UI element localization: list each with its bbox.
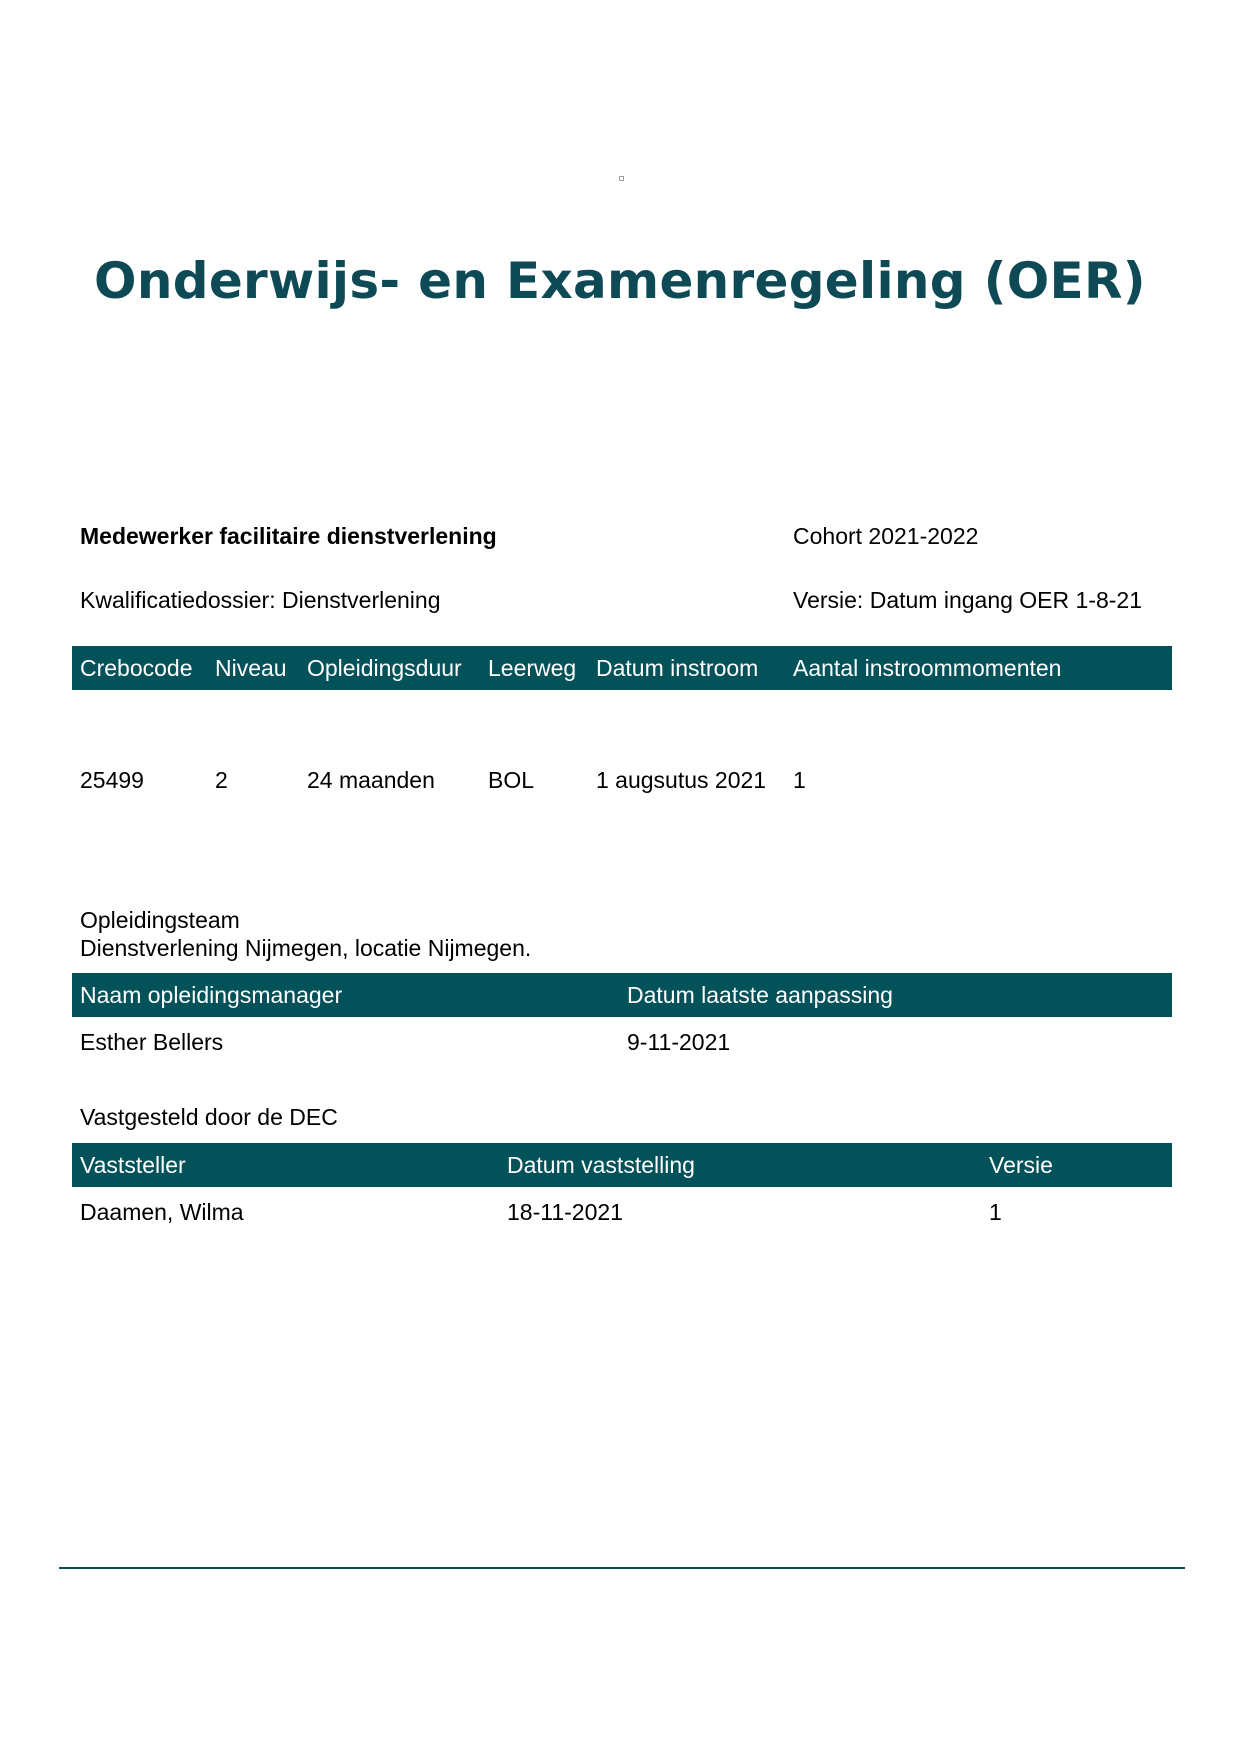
header-crebocode: Crebocode [80,655,193,681]
cell-opleidingsduur: 24 maanden [307,767,435,793]
header-vaststeller: Vaststeller [80,1152,186,1178]
approval-label: Vastgesteld door de DEC [80,1104,338,1130]
header-datum-laatste-aanpassing: Datum laatste aanpassing [627,982,893,1008]
cell-crebocode: 25499 [80,767,144,793]
qualification-dossier: Kwalificatiedossier: Dienstverlening [80,587,441,613]
footer-divider [59,1567,1185,1569]
cell-last-modified: 9-11-2021 [627,1029,731,1055]
header-datum-vaststelling: Datum vaststelling [507,1152,695,1178]
team-label: Opleidingsteam [80,907,240,933]
manager-table-header [72,973,1172,1017]
header-opleidingsduur: Opleidingsduur [307,655,462,681]
cell-vaststeller: Daamen, Wilma [80,1199,244,1225]
header-versie: Versie [989,1152,1053,1178]
cell-leerweg: BOL [488,767,535,793]
header-leerweg: Leerweg [488,655,577,681]
cell-aantal-instroommomenten: 1 [793,767,806,793]
page-title: Onderwijs- en Examenregeling (OER) [94,252,1146,310]
cell-versie: 1 [989,1199,1002,1225]
team-name: Dienstverlening Nijmegen, locatie Nijmegen. [80,935,532,961]
cell-niveau: 2 [215,767,228,793]
approval-table-header [72,1143,1172,1187]
cell-manager-name: Esther Bellers [80,1029,224,1055]
version-label: Versie: Datum ingang OER 1-8-21 [793,587,1143,613]
page-marker [619,176,624,181]
cell-datum-instroom: 1 augsutus 2021 [596,767,767,793]
program-name: Medewerker facilitaire dienstverlening [80,523,497,549]
program-table-header [72,646,1172,690]
header-naam-opleidingsmanager: Naam opleidingsmanager [80,982,343,1008]
header-datum-instroom: Datum instroom [596,655,759,681]
header-aantal-instroommomenten: Aantal instroommomenten [793,655,1062,681]
header-niveau: Niveau [215,655,287,681]
cell-datum-vaststelling: 18-11-2021 [507,1199,623,1225]
cohort-label: Cohort 2021-2022 [793,523,979,549]
